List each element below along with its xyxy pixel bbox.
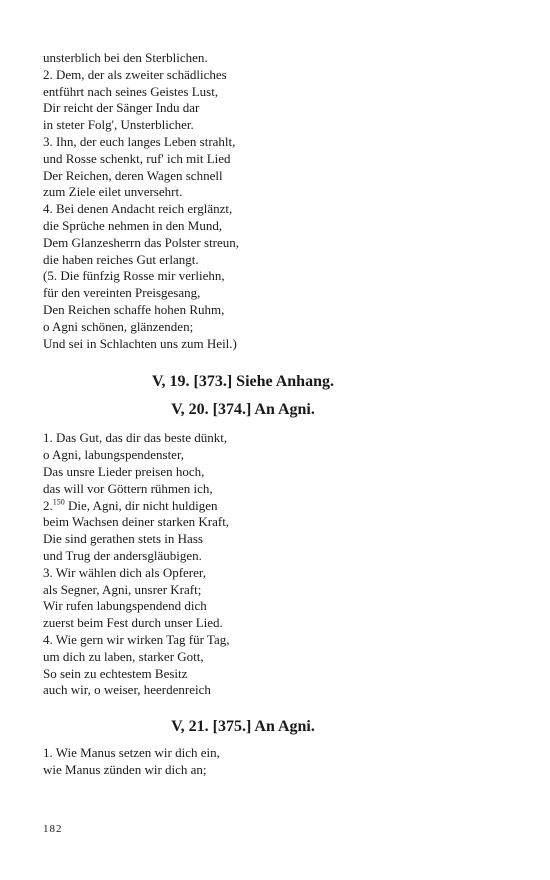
verse-line: die Sprüche nehmen in den Mund,	[43, 217, 223, 233]
verse-line: Und sei in Schlachten uns zum Heil.)	[43, 335, 237, 351]
page-number: 182	[43, 823, 63, 835]
verse-text: Die, Agni, dir nicht huldigen	[64, 497, 218, 513]
section-heading-21: V, 21. [375.] An Agni.	[171, 718, 315, 736]
verse-line: o Agni, labungspendenster,	[43, 447, 185, 463]
verse-line: 2. Dem, der als zweiter schädliches	[43, 66, 227, 82]
section-heading-20: V, 20. [374.] An Agni.	[171, 401, 315, 419]
verse-line: und Trug der andersgläubigen.	[43, 547, 202, 563]
verse-number: 2.	[43, 497, 53, 513]
verse-line: entführt nach seines Geistes Lust,	[43, 83, 219, 99]
verse-line: Das unsre Lieder preisen hoch,	[43, 463, 205, 479]
verse-line: So sein zu echtestem Besitz	[43, 665, 188, 681]
verse-line: als Segner, Agni, unsrer Kraft;	[43, 581, 202, 597]
verse-line: (5. Die fünfzig Rosse mir verliehn,	[43, 268, 225, 284]
verse-line: Der Reichen, deren Wagen schnell	[43, 167, 223, 183]
verse-line: Die sind gerathen stets in Hass	[43, 531, 203, 547]
verse-line: für den vereinten Preisgesang,	[43, 285, 201, 301]
verse-line: 4. Bei denen Andacht reich erglänzt,	[43, 201, 233, 217]
section-heading-19: V, 19. [373.] Siehe Anhang.	[152, 373, 334, 391]
verse-line: Wir rufen labungspendend dich	[43, 598, 207, 614]
verse-line: um dich zu laben, starker Gott,	[43, 648, 204, 664]
verse-line: das will vor Göttern rühmen ich,	[43, 480, 213, 496]
verse-line: 1. Wie Manus setzen wir dich ein,	[43, 745, 220, 761]
verse-block-2	[43, 430, 503, 699]
verse-line: o Agni schönen, glänzenden;	[43, 318, 194, 334]
verse-line: wie Manus zünden wir dich an;	[43, 761, 207, 777]
verse-line: 3. Wir wählen dich als Opferer,	[43, 564, 206, 580]
verse-line: zum Ziele eilet unversehrt.	[43, 184, 183, 200]
verse-line: auch wir, o weiser, heerdenreich	[43, 682, 211, 698]
footnote-marker[interactable]: 150	[52, 497, 65, 507]
verse-line: unsterblich bei den Sterblichen.	[43, 50, 208, 65]
verse-line: 4. Wie gern wir wirken Tag für Tag,	[43, 631, 230, 647]
verse-line: 1. Das Gut, das dir das beste dünkt,	[43, 430, 228, 446]
verse-line: in steter Folg', Unsterblicher.	[43, 117, 194, 133]
verse-block-1	[43, 50, 503, 352]
page-text	[43, 50, 503, 779]
verse-line: beim Wachsen deiner starken Kraft,	[43, 514, 230, 530]
verse-line: Dem Glanzesherrn das Polster streun,	[43, 234, 240, 250]
verse-line: und Rosse schenkt, ruf' ich mit Lied	[43, 150, 231, 166]
verse-line: zuerst beim Fest durch unser Lied.	[43, 615, 223, 631]
verse-block-3	[43, 745, 503, 779]
verse-line: die haben reiches Gut erlangt.	[43, 251, 199, 267]
verse-line: 3. Ihn, der euch langes Leben strahlt,	[43, 133, 236, 149]
verse-line: Dir reicht der Sänger Indu dar	[43, 100, 200, 116]
verse-line-footnoted	[43, 498, 503, 515]
verse-line: Den Reichen schaffe hohen Ruhm,	[43, 301, 225, 317]
